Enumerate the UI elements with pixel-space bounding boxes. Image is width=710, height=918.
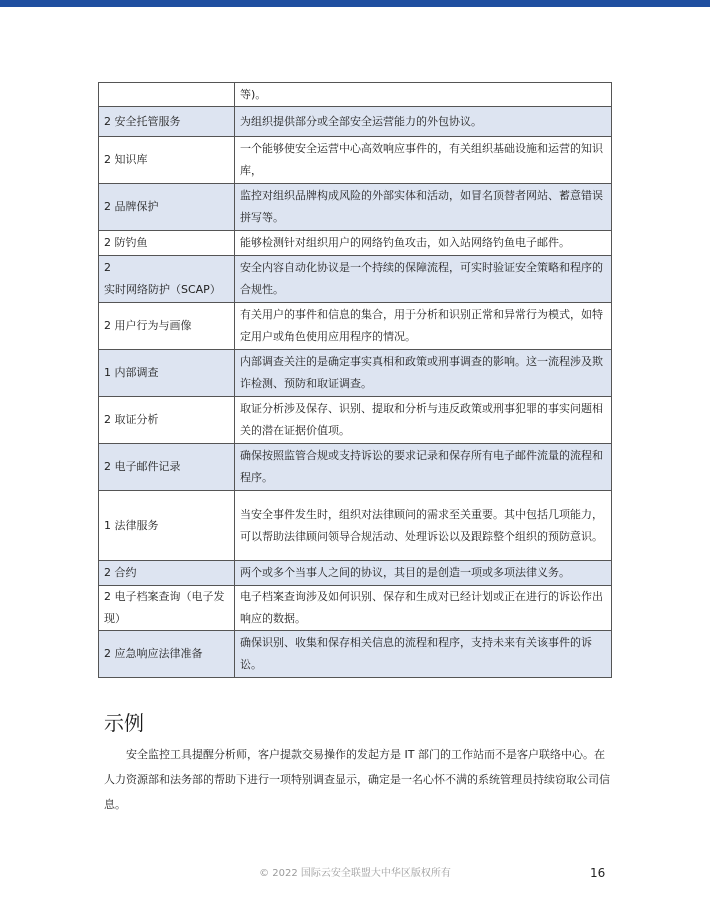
table-row [99,491,612,561]
table-cell-name: 2 安全托管服务 [99,107,235,137]
example-paragraph: 安全监控工具提醒分析师，客户提款交易操作的发起方是 IT 部门的工作站而不是客户联络中心。在人力资源部和法务部的帮助下进行一项特别调查显示，确定是一名心怀不满的系统管理员持续窃取公司信息。 [104,748,610,811]
table-row [99,231,612,256]
table-row [99,83,612,107]
table-cell-name: 2 电子档案查询（电子发现） [99,586,235,631]
table-cell-desc: 两个或多个当事人之间的协议，其目的是创造一项或多项法律义务。 [235,561,612,586]
table-cell-name [99,83,235,107]
table-cell-desc: 内部调查关注的是确定事实真相和政策或刑事调查的影响。这一流程涉及欺诈检测、预防和取证调查。 [235,350,612,397]
table-cell-name: 2 品牌保护 [99,184,235,231]
table-cell-name: 2 实时网络防护（SCAP） [99,256,235,303]
table-cell-desc: 为组织提供部分或全部安全运营能力的外包协议。 [235,107,612,137]
table-cell-name: 2 防钓鱼 [99,231,235,256]
table-row [99,444,612,491]
top-color-bar [0,0,710,7]
table-cell-desc: 安全内容自动化协议是一个持续的保障流程，可实时验证安全策略和程序的合规性。 [235,256,612,303]
table-cell-desc: 电子档案查询涉及如何识别、保存和生成对已经计划或正在进行的诉讼作出响应的数据。 [235,586,612,631]
table-cell-name: 2 应急响应法律准备 [99,631,235,678]
table-cell-desc: 等)。 [235,83,612,107]
table-cell-desc: 能够检测针对组织用户的网络钓鱼攻击，如入站网络钓鱼电子邮件。 [235,231,612,256]
section-heading-example: 示例 [104,711,144,735]
footer-copyright: © 2022 国际云安全联盟大中华区版权所有 [259,868,451,879]
capability-table [98,82,612,678]
page-number: 16 [590,866,606,880]
table-cell-desc: 有关用户的事件和信息的集合，用于分析和识别正常和异常行为模式，如特定用户或角色使用应用程序的情况。 [235,303,612,350]
table-row [99,184,612,231]
table-cell-name: 2 合约 [99,561,235,586]
table-cell-name: 1 法律服务 [99,491,235,561]
table-row [99,631,612,678]
table-row [99,397,612,444]
table-row [99,561,612,586]
table-row [99,107,612,137]
table-cell-desc: 确保识别、收集和保存相关信息的流程和程序，支持未来有关该事件的诉讼。 [235,631,612,678]
table-cell-name: 2 用户行为与画像 [99,303,235,350]
table-cell-name: 2 取证分析 [99,397,235,444]
table-row [99,586,612,631]
table-cell-name: 1 内部调查 [99,350,235,397]
table-cell-name: 2 知识库 [99,137,235,184]
table-cell-desc: 一个能够使安全运营中心高效响应事件的，有关组织基础设施和运营的知识库， [235,137,612,184]
table-row [99,350,612,397]
table-cell-name: 2 电子邮件记录 [99,444,235,491]
table-row [99,137,612,184]
table-cell-desc: 确保按照监管合规或支持诉讼的要求记录和保存所有电子邮件流量的流程和程序。 [235,444,612,491]
table-cell-desc: 监控对组织品牌构成风险的外部实体和活动，如冒名顶替者网站、蓄意错误拼写等。 [235,184,612,231]
table-row [99,303,612,350]
table-cell-desc: 当安全事件发生时，组织对法律顾问的需求至关重要。其中包括几项能力，可以帮助法律顾问领导合规活动、处理诉讼以及跟踪整个组织的预防意识。 [235,491,612,561]
table-row [99,256,612,303]
table-cell-desc: 取证分析涉及保存、识别、提取和分析与违反政策或刑事犯罪的事实问题相关的潜在证据价值项。 [235,397,612,444]
